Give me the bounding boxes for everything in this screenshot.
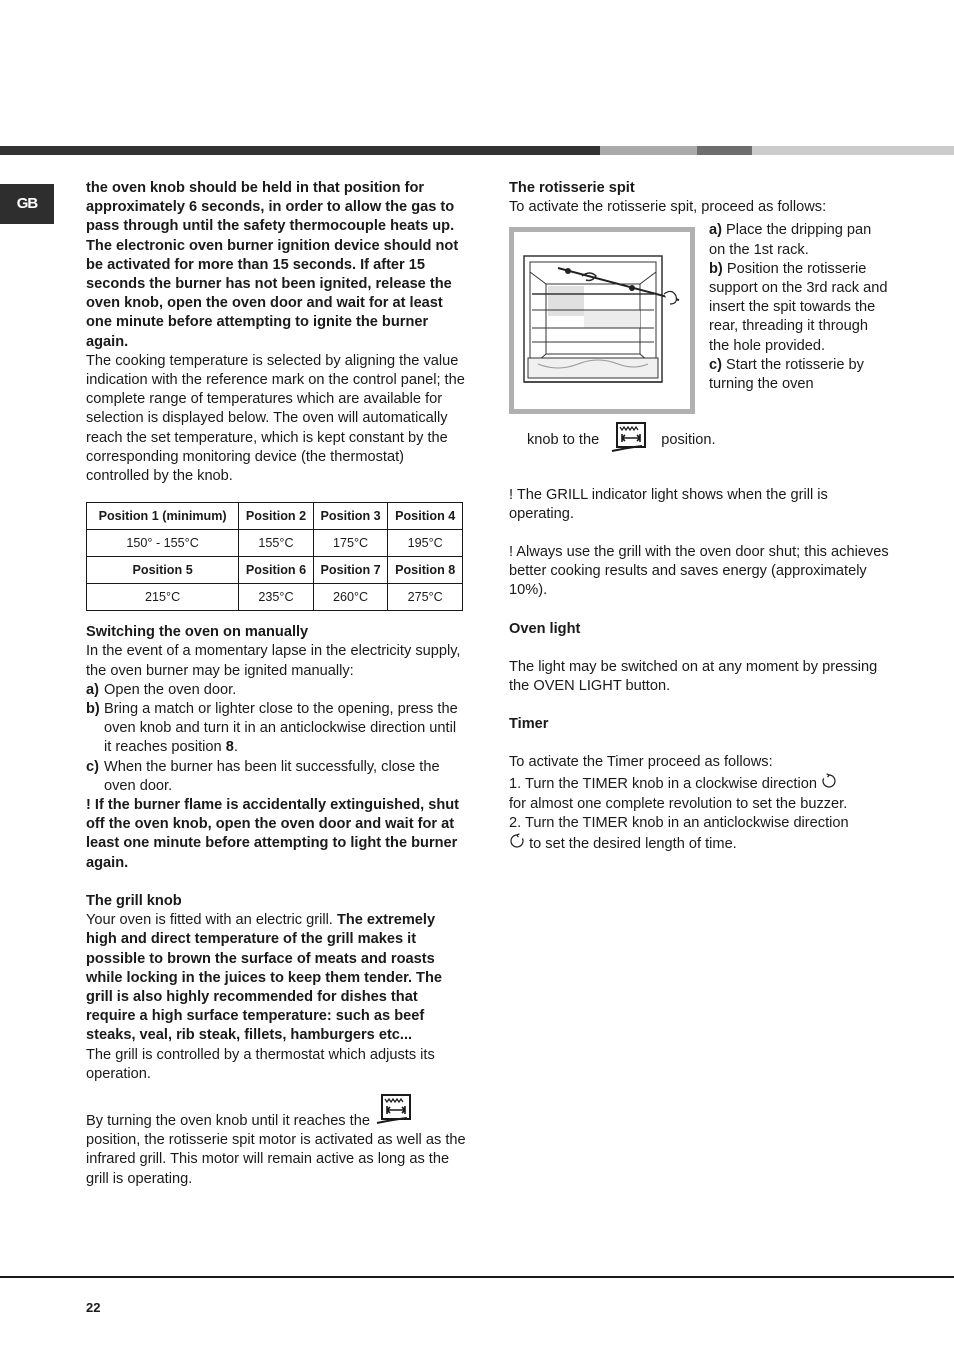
list-label: c) <box>709 356 722 373</box>
list-text: Position the rotisserie support on the 3rd rack and insert the spit towards the rear, threading it through the hole provided. <box>709 260 888 354</box>
list-text: Bring a match or lighter close to the opening, press the oven knob and turn it in an anticlockwise direction until it reaches position <box>104 701 458 756</box>
header-bar-mid <box>600 146 697 155</box>
table-cell: Position 4 <box>388 503 463 530</box>
list-item <box>86 758 466 796</box>
table-cell: Position 7 <box>313 557 388 584</box>
header-bar-mid2 <box>697 146 752 155</box>
grill-position-icon <box>376 1093 414 1131</box>
list-label: a) <box>86 681 99 698</box>
clockwise-icon <box>821 773 837 795</box>
timer-step-2: 2. Turn the TIMER knob in an anticlockwise direction <box>509 815 849 832</box>
timer-step-1b: for almost one complete revolution to set the buzzer. <box>509 795 848 812</box>
grill-turning <box>86 1093 466 1131</box>
rotisserie-steps <box>709 221 889 414</box>
ignition-warning: the oven knob should be held in that position for approximately 6 seconds, in order to allow the gas to pass through until the safety thermocouple heats up. The electronic oven burner ignition device should not be activated for more than 15 seconds. If after 15 seconds the burner has not been ignited, release the oven knob, open the oven door and wait for at least one minute before attempting to ignite the burner again. <box>86 180 459 350</box>
table-cell: Position 1 (minimum) <box>87 503 239 530</box>
grill-intro: Your oven is fitted with an electric grill. <box>86 912 333 929</box>
timer-step-1 <box>509 773 889 795</box>
grill-position-icon <box>611 421 649 459</box>
list-item <box>709 260 889 356</box>
list-label: a) <box>709 222 722 239</box>
list-text: Place the dripping pan on the 1st rack. <box>709 222 872 258</box>
position-number: 8 <box>225 739 234 756</box>
table-cell: Position 6 <box>239 557 314 584</box>
list-text: Open the oven door. <box>104 681 237 698</box>
table-cell: Position 5 <box>87 557 239 584</box>
timer-heading: Timer <box>509 716 549 733</box>
rotisserie-intro: To activate the rotisserie spit, proceed as follows: <box>509 199 827 216</box>
knob-before-text: knob to the <box>527 431 600 448</box>
list-label: b) <box>86 701 100 718</box>
timer-step-2b-line <box>509 833 889 855</box>
page-number: 22 <box>86 1300 101 1315</box>
list-label: c) <box>86 758 99 775</box>
table-cell: Position 3 <box>313 503 388 530</box>
table-cell: 275°C <box>388 584 463 611</box>
grill-paragraph <box>86 911 466 1045</box>
oven-illustration <box>509 227 695 414</box>
table-header-row <box>87 557 463 584</box>
table-cell: 175°C <box>313 530 388 557</box>
grill-turning-text: By turning the oven knob until it reaches the <box>86 1112 370 1129</box>
list-text: Start the rotisserie by turning the oven <box>709 356 864 393</box>
anticlockwise-icon <box>509 833 525 855</box>
temperature-paragraph: The cooking temperature is selected by aligning the value indication with the reference mark on the control panel; the complete range of temperatures which are available for selection is displayed below. The oven will automatically reach the set temperature, which is kept constant by the corresponding monitoring device (the thermostat) controlled by the knob. <box>86 352 465 485</box>
table-row <box>87 530 463 557</box>
table-cell: 150° - 155°C <box>87 530 239 557</box>
table-cell: 195°C <box>388 530 463 557</box>
footer-rule <box>0 1276 954 1278</box>
timer-step-1-text: 1. Turn the TIMER knob in a clockwise direction <box>509 775 817 792</box>
left-column <box>86 179 466 1189</box>
oven-light-text: The light may be switched on at any moment by pressing the OVEN LIGHT button. <box>509 658 878 695</box>
list-item <box>709 356 889 394</box>
grill-position-text: position, the rotisserie spit motor is activated as well as the infrared grill. This motor will remain active as long as the grill is operating. <box>86 1132 466 1187</box>
oven-light-heading: Oven light <box>509 620 581 637</box>
table-header-row <box>87 503 463 530</box>
grill-thermostat: The grill is controlled by a thermostat which adjusts its operation. <box>86 1046 435 1082</box>
list-text: When the burner has been lit successfully, close the oven door. <box>104 758 440 794</box>
rotisserie-block <box>509 221 889 414</box>
table-cell: 260°C <box>313 584 388 611</box>
list-item <box>86 681 466 700</box>
table-cell: 235°C <box>239 584 314 611</box>
knob-after-text: position. <box>661 431 716 448</box>
manual-heading: Switching the oven on manually <box>86 624 309 641</box>
door-note: ! Always use the grill with the oven door shut; this achieves better cooking results and saves energy (approximately 10%). <box>509 544 889 599</box>
grill-heading: The grill knob <box>86 892 182 909</box>
list-text-wrap: Bring a match or lighter close to the opening, press the oven knob and turn it in an anticlockwise direction until it reaches position 8. <box>104 701 458 756</box>
manual-intro: In the event of a momentary lapse in the electricity supply, the oven burner may be ignited manually: <box>86 643 461 679</box>
flame-warning: ! If the burner flame is accidentally extinguished, shut off the oven knob, open the oven door and wait for at least one minute before attempting to light the burner again. <box>86 797 460 871</box>
grill-light-note: ! The GRILL indicator light shows when the grill is operating. <box>509 486 828 522</box>
table-cell: Position 8 <box>388 557 463 584</box>
temperature-table <box>86 502 463 611</box>
timer-step-2b-text: to set the desired length of time. <box>529 836 737 853</box>
table-cell: Position 2 <box>239 503 314 530</box>
list-label: b) <box>709 260 723 277</box>
list-item <box>709 221 889 259</box>
knob-position-line <box>527 421 889 459</box>
header-bar <box>0 146 954 155</box>
timer-intro: To activate the Timer proceed as follows: <box>509 754 773 771</box>
rotisserie-heading: The rotisserie spit <box>509 180 635 196</box>
table-cell: 155°C <box>239 530 314 557</box>
list-item <box>86 700 466 758</box>
table-cell: 215°C <box>87 584 239 611</box>
header-bar-dark <box>0 146 600 155</box>
right-column <box>509 179 889 855</box>
header-bar-light <box>752 146 954 155</box>
table-row <box>87 584 463 611</box>
language-tab: GB <box>0 184 54 224</box>
grill-bold: The extremely high and direct temperature of the grill makes it possible to brown the surface of meats and roasts while locking in the juices to keep them tender. The grill is also highly recommended for dishes that require a high surface temperature: such as beef steaks, veal, rib steak, fillets, hamburgers etc... <box>86 912 443 1044</box>
